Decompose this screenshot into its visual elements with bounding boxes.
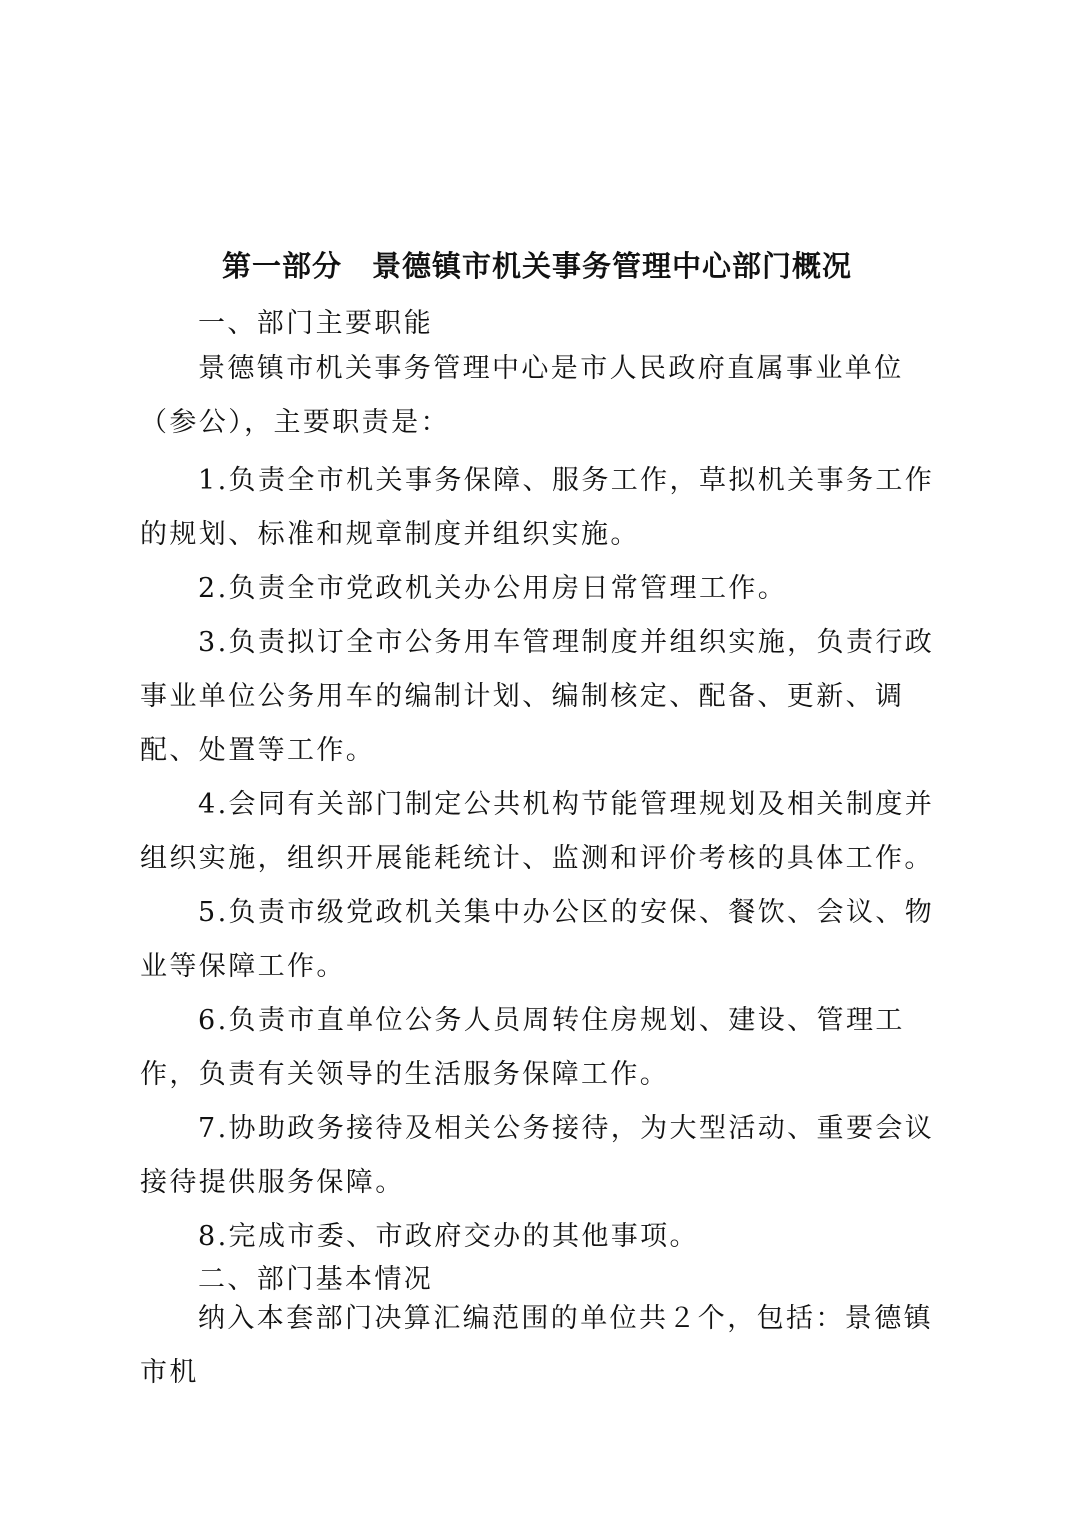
item-2: 2.负责全市党政机关办公用房日常管理工作。 [198, 573, 788, 604]
item-8: 8.完成市委、市政府交办的其他事项。 [198, 1221, 699, 1252]
section-heading-functions: 一、部门主要职能 [198, 308, 434, 339]
basic-info-paragraph: 纳入本套部门决算汇编范围的单位共２个，包括：景德镇市机 [140, 1303, 933, 1388]
item-6: 6.负责市直单位公务人员周转住房规划、建设、管理工作，负责有关领导的生活服务保障工作。 [140, 1005, 905, 1090]
item-7: 7.协助政务接待及相关公务接待，为大型活动、重要会议接待提供服务保障。 [140, 1113, 935, 1198]
section-heading-basic-info: 二、部门基本情况 [198, 1264, 434, 1295]
item-4: 4.会同有关部门制定公共机构节能管理规划及相关制度并组织实施，组织开展能耗统计、监测和评价考核的具体工作。 [140, 789, 935, 874]
item-1: 1.负责全市机关事务保障、服务工作，草拟机关事务工作的规划、标准和规章制度并组织实施。 [140, 465, 935, 550]
item-5: 5.负责市级党政机关集中办公区的安保、餐饮、会议、物业等保障工作。 [140, 897, 935, 982]
intro-paragraph: 景德镇市机关事务管理中心是市人民政府直属事业单位（参公），主要职责是： [140, 353, 904, 438]
item-3: 3.负责拟订全市公务用车管理制度并组织实施，负责行政事业单位公务用车的编制计划、编制核定、配备、更新、调配、处置等工作。 [140, 627, 935, 766]
page-title: 第一部分 景德镇市机关事务管理中心部门概况 [221, 249, 852, 283]
